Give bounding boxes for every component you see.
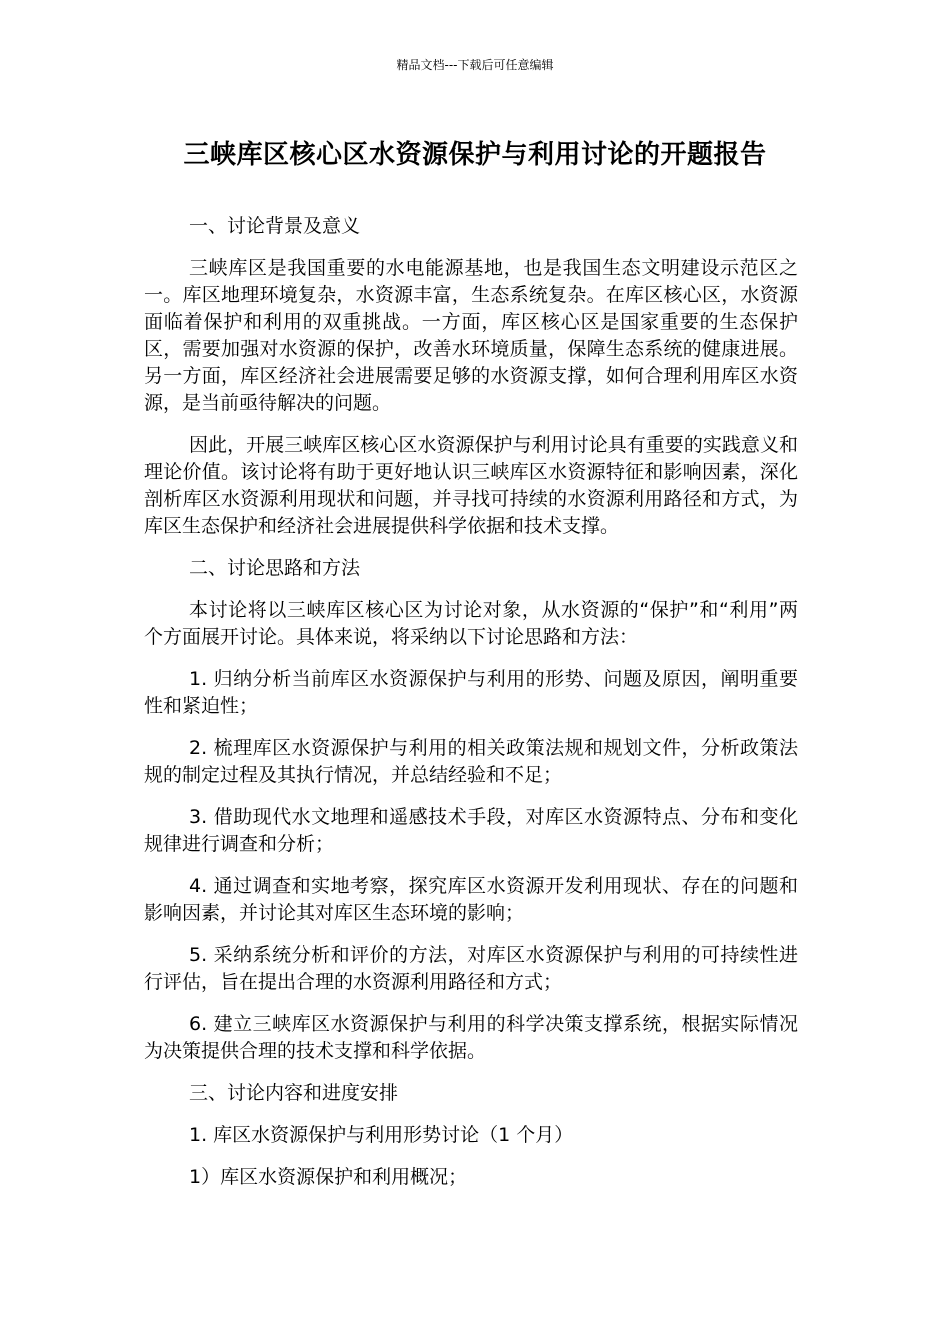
method-item-4: 4. 通过调查和实地考察，探究库区水资源开发利用现状、存在的问题和影响因素，并讨论其对库区生态环境的影响；	[144, 875, 798, 924]
section-heading-schedule: 三、讨论内容和进度安排	[189, 1082, 399, 1104]
paragraph-background: 三峡库区是我国重要的水电能源基地，也是我国生态文明建设示范区之一。库区地理环境复杂，水资源丰富，生态系统复杂。在库区核心区，水资源面临着保护和利用的双重挑战。一方面，库区核心区是国家重要的生态保护区，需要加强对水资源的保护，改善水环境质量，保障生态系统的健康进展。另一方面，库区经济社会进展需要足够的水资源支撑，如何合理利用库区水资源，是当前亟待解决的问题。	[144, 257, 798, 414]
method-item-3: 3. 借助现代水文地理和遥感技术手段，对库区水资源特点、分布和变化规律进行调查和分析；	[144, 806, 798, 855]
document-body	[144, 213, 798, 1206]
paragraph-significance: 因此，开展三峡库区核心区水资源保护与利用讨论具有重要的实践意义和理论价值。该讨论将有助于更好地认识三峡库区水资源特征和影响因素，深化剖析库区水资源利用现状和问题，并寻找可持续的水资源利用路径和方式，为库区生态保护和经济社会进展提供科学依据和技术支撑。	[144, 434, 798, 537]
method-item-2: 2. 梳理库区水资源保护与利用的相关政策法规和规划文件，分析政策法规的制定过程及其执行情况，并总结经验和不足；	[144, 737, 798, 786]
section-heading-methods: 二、讨论思路和方法	[189, 557, 361, 579]
document-title: 三峡库区核心区水资源保护与利用讨论的开题报告	[183, 140, 767, 170]
method-item-6: 6. 建立三峡库区水资源保护与利用的科学决策支撑系统，根据实际情况为决策提供合理的技术支撑和科学依据。	[144, 1013, 798, 1062]
schedule-item-1: 1. 库区水资源保护与利用形势讨论（1 个月）	[189, 1124, 574, 1146]
method-item-5: 5. 采纳系统分析和评价的方法，对库区水资源保护与利用的可持续性进行评估，旨在提出合理的水资源利用路径和方式；	[144, 944, 798, 993]
page-header: 精品文档---下载后可任意编辑	[396, 58, 554, 72]
section-heading-background: 一、讨论背景及意义	[189, 215, 361, 237]
paragraph-methods-intro: 本讨论将以三峡库区核心区为讨论对象，从水资源的“保护”和“利用”两个方面展开讨论。具体来说，将采纳以下讨论思路和方法：	[144, 599, 798, 648]
method-item-1: 1. 归纳分析当前库区水资源保护与利用的形势、问题及原因，阐明重要性和紧迫性；	[144, 668, 798, 717]
schedule-subitem-1: 1）库区水资源保护和利用概况；	[189, 1166, 468, 1188]
